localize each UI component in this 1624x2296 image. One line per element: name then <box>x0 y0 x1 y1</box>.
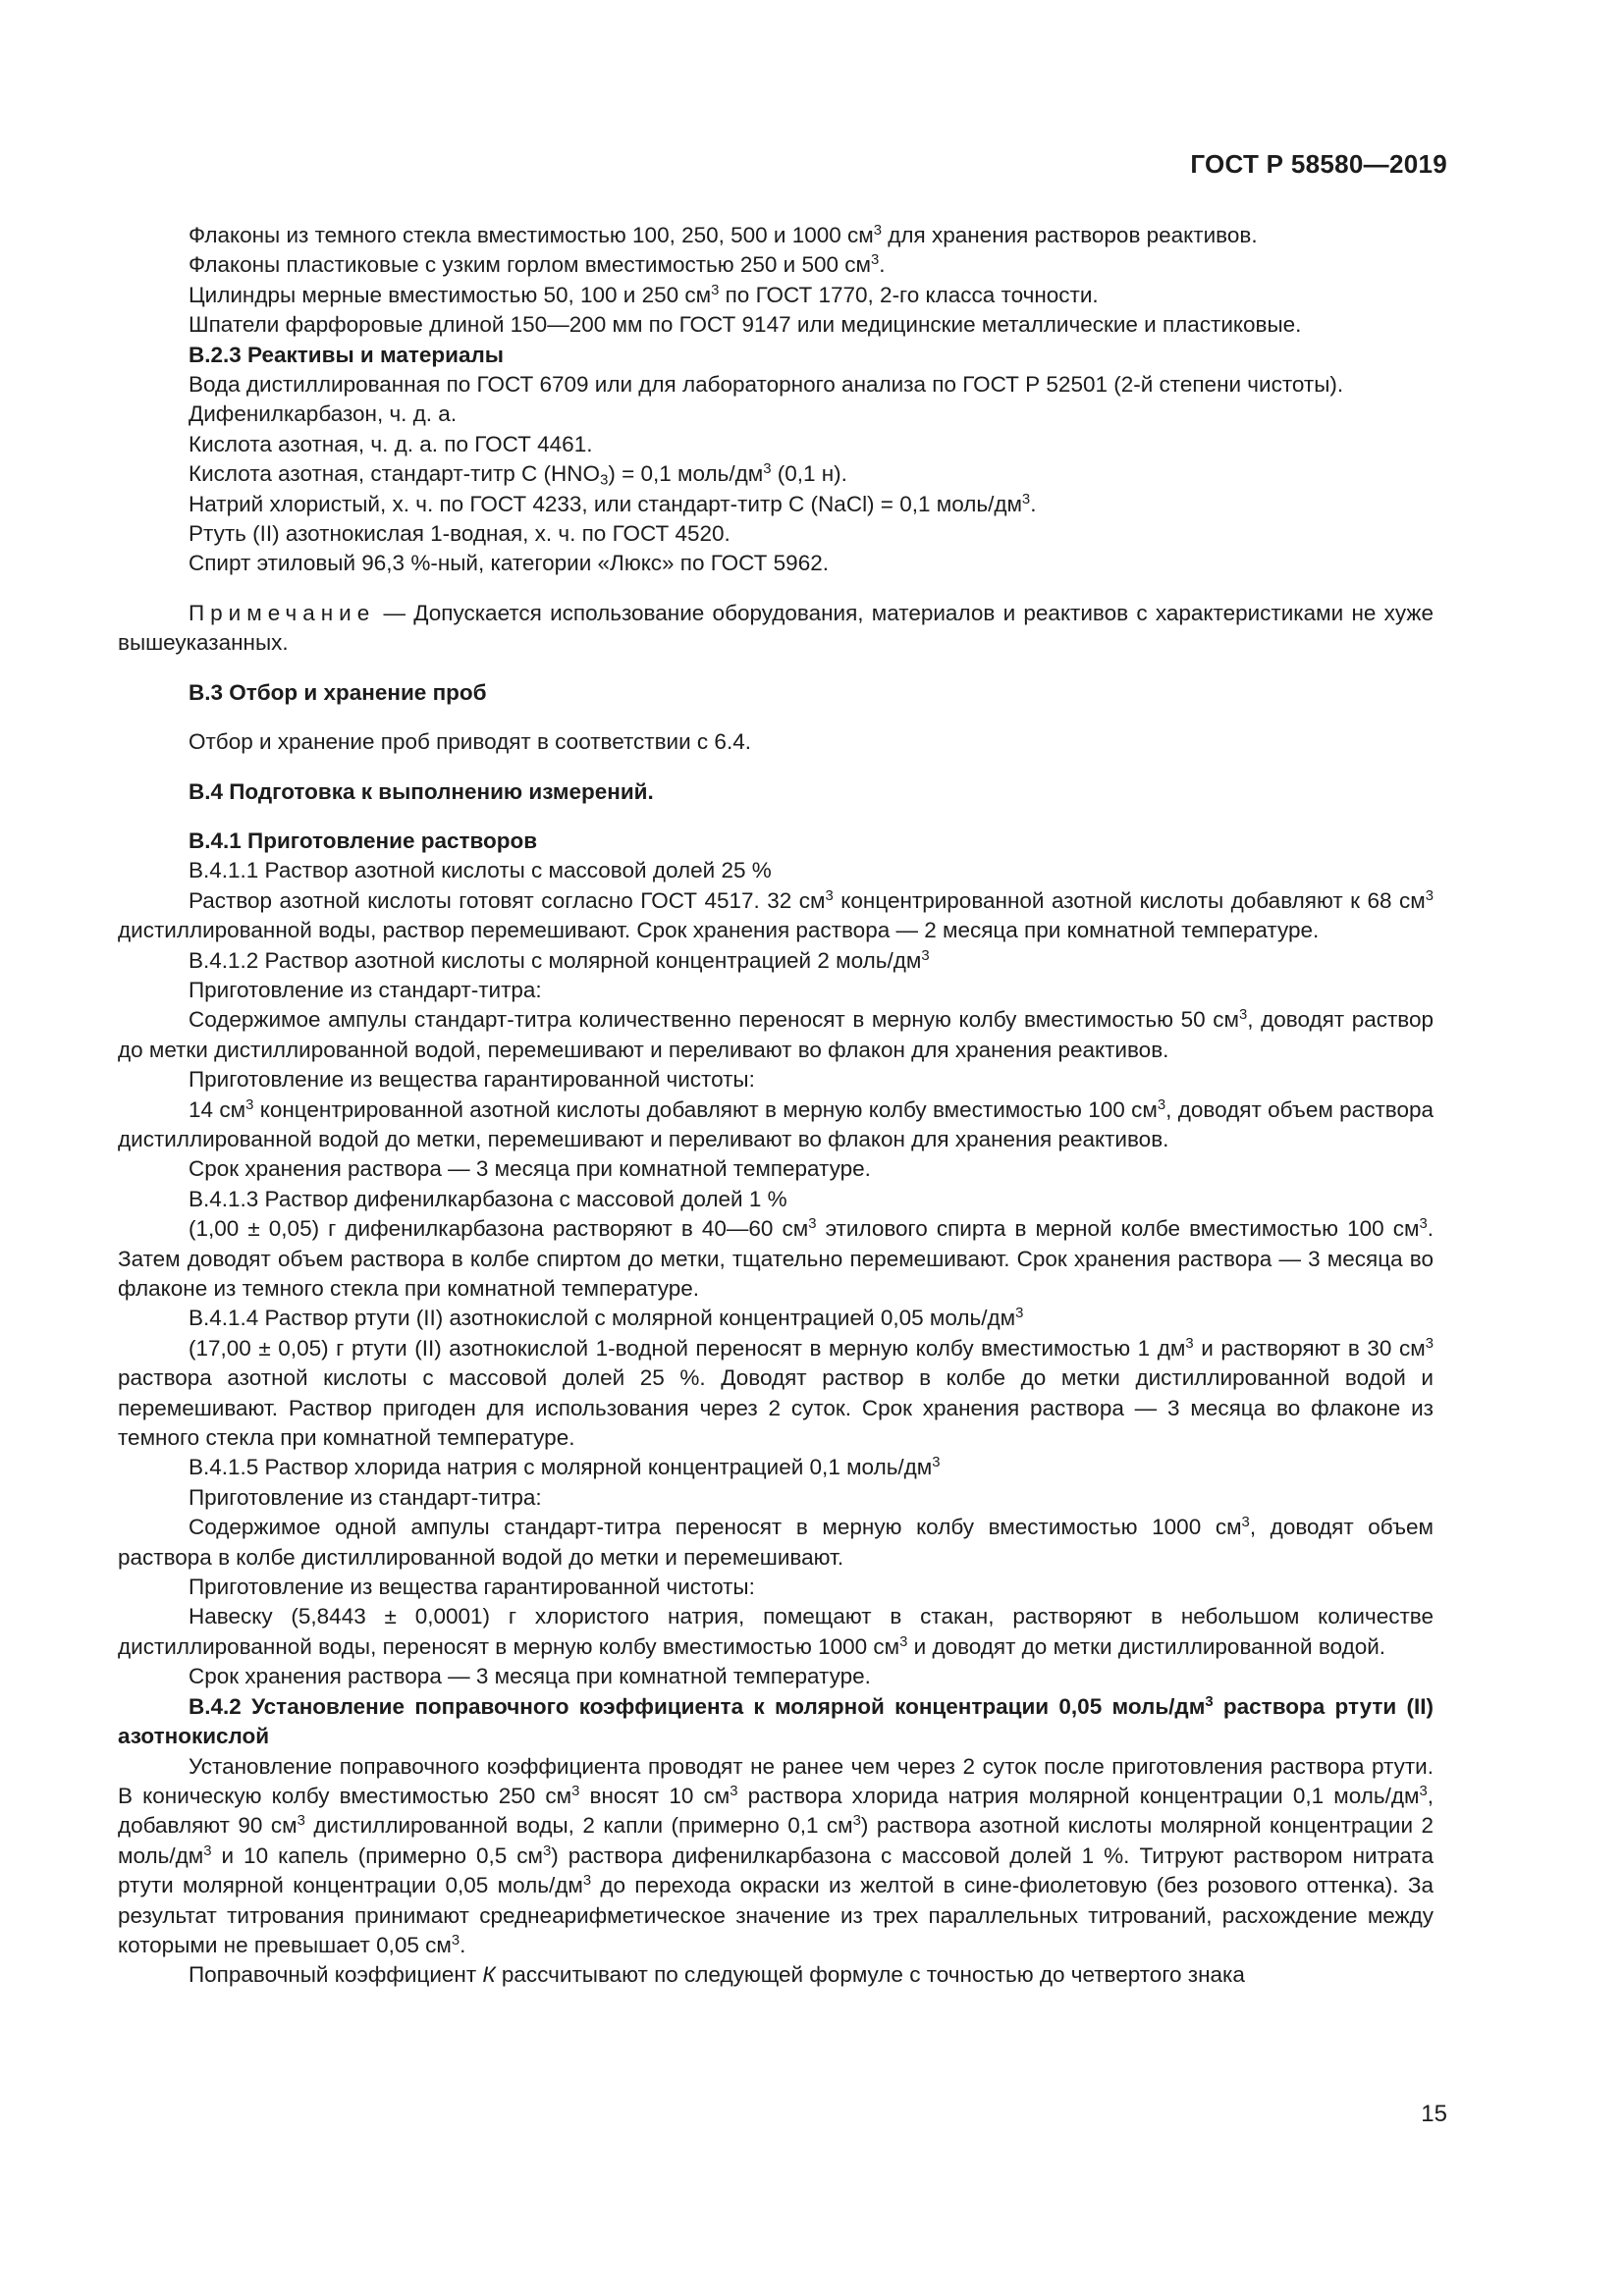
subsection-title: В.4.1.4 Раствор ртути (II) азотнокислой с молярной концентрацией 0,05 моль/$дм^3$ <box>189 1306 1024 1331</box>
section-heading-b4: В.4 Подготовка к выполнению измерений. <box>189 778 654 804</box>
note-label: Примечание <box>189 600 376 625</box>
paragraph: Срок хранения раствора — 3 месяца при комнатной температуре. <box>189 1156 871 1182</box>
subsection-title: В.4.1.2 Раствор азотной кислоты с молярной концентрацией 2 моль/$дм^3$ <box>189 947 930 973</box>
reagent-item: Дифенилкарбазон, ч. д. а. <box>189 401 458 427</box>
paragraph: Содержимое одной ампулы стандарт-титра переносят в мерную колбу вместимостью 1000 $см^3$, доводят объем раствора в колбе дистиллированной водой до метки и перемешивают. <box>118 1515 1434 1570</box>
note-paragraph: Примечание — Допускается использование оборудования, материалов и реактивов с характеристиками не хуже вышеуказанных. <box>118 600 1434 656</box>
subsection-title: В.4.1.5 Раствор хлорида натрия с молярной концентрацией 0,1 моль/$дм^3$ <box>189 1455 941 1480</box>
paragraph: Приготовление из стандарт-титра: <box>189 1484 542 1510</box>
reagent-item: Спирт этиловый 96,3 %-ный, категории «Люкс» по ГОСТ 5962. <box>189 551 829 576</box>
subsection-title: В.4.1.3 Раствор дифенилкарбазона с массовой долей 1 % <box>189 1186 787 1211</box>
reagent-item: Натрий хлористый, х. ч. по ГОСТ 4233, или стандарт-титр С (NaCl) = 0,1 моль/$дм^3$. <box>189 491 1037 516</box>
section-heading-b41: В.4.1 Приготовление растворов <box>189 828 538 853</box>
page-number: 15 <box>1421 2101 1447 2127</box>
variable-k: К <box>482 1962 496 1988</box>
paragraph: (1,00 ± 0,05) г дифенилкарбазона растворяют в 40—60 $см^3$ этилового спирта в мерной колбе вместимостью 100 $см^3$. Затем доводят объем раствора в колбе спиртом до метки, тщательно перемешивают. Срок хранения раствора — 3 месяца во флаконе из темного стекла при комнатной температуре. <box>118 1216 1434 1301</box>
equipment-item: Цилиндры мерные вместимостью 50, 100 и 250 $см^3$ по ГОСТ 1770, 2-го класса точности. <box>189 282 1099 307</box>
paragraph: Навеску (5,8443 ± 0,0001) г хлористого натрия, помещают в стакан, растворяют в небольшом количестве дистиллированной воды, переносят в мерную колбу вместимостью 1000 $см^3$ и доводят до метки дистиллированной водой. <box>118 1604 1434 1659</box>
section-heading-b42: В.4.2 Установление поправочного коэффициента к молярной концентрации 0,05 моль/$дм^3$ раствора ртути (II) азотнокислой <box>118 1693 1434 1749</box>
reagent-item: Кислота азотная, ч. д. а. по ГОСТ 4461. <box>189 431 593 456</box>
equipment-item: Шпатели фарфоровые длиной 150—200 мм по ГОСТ 9147 или медицинские металлические и пластиковые. <box>189 312 1302 338</box>
section-heading-b23: В.2.3 Реактивы и материалы <box>189 342 504 367</box>
paragraph: Поправочный коэффициент К рассчитывают по следующей формуле с точностью до четвертого знака <box>189 1962 1245 1988</box>
section-heading-b3: В.3 Отбор и хранение проб <box>189 679 487 705</box>
equipment-item: Флаконы пластиковые с узким горлом вместимостью 250 и 500 $см^3$. <box>189 252 886 278</box>
paragraph: 14 $см^3$ концентрированной азотной кислоты добавляют в мерную колбу вместимостью 100 $см^3$, доводят объем раствора дистиллированной водой до метки, перемешивают и переливают во флакон для хранения реактивов. <box>118 1096 1434 1151</box>
b3-text: Отбор и хранение проб приводят в соответствии с 6.4. <box>189 729 751 755</box>
reagent-item: Кислота азотная, стандарт-титр С $(HNO_3) = 0,1$ моль/$дм^3$ (0,1 н). <box>189 461 847 489</box>
paragraph: Содержимое ампулы стандарт-титра количественно переносят в мерную колбу вместимостью 50 $см^3$, доводят раствор до метки дистиллированной водой, перемешивают и переливают во флакон для хранения реактивов. <box>118 1007 1435 1062</box>
subsection-title: В.4.1.1 Раствор азотной кислоты с массовой долей 25 % <box>189 858 772 883</box>
equipment-item: Флаконы из темного стекла вместимостью 100, 250, 500 и 1000 $см^3$ для хранения растворов реактивов. <box>189 222 1258 247</box>
paragraph: Раствор азотной кислоты готовят согласно ГОСТ 4517. 32 $см^3$ концентрированной азотной кислоты добавляют к 68 $см^3$ дистиллированной воды, раствор перемешивают. Срок хранения раствора — 2 месяца при комнатной температуре. <box>118 887 1434 943</box>
paragraph: Срок хранения раствора — 3 месяца при комнатной температуре. <box>189 1664 871 1689</box>
paragraph: Приготовление из вещества гарантированной чистоты: <box>189 1575 755 1600</box>
paragraph: Установление поправочного коэффициента проводят не ранее чем через 2 суток после приготовления раствора ртути. В коническую колбу вместимостью 250 $см^3$ вносят 10 $см^3$ раствора хлорида натрия молярной концентрации 0,1 моль/$дм^3$, добавляют 90 $см^3$ дистиллированной воды, 2 капли (примерно 0,1 $см^3$) раствора азотной кислоты молярной концентрации 2 моль/$дм^3$ и 10 капель (примерно 0,5 $см^3$) раствора дифенилкарбазона с массовой долей 1 %. Титруют раствором нитрата ртути молярной концентрации 0,05 моль/$дм^3$ до перехода окраски из желтой в сине-фиолетовую (без розового оттенка). За результат титрования принимают среднеарифметическое значение из трех параллельных титрований, расхождение между которыми не превышает 0,05 $см^3$. <box>118 1753 1434 1957</box>
document-header: ГОСТ Р 58580—2019 <box>1190 149 1447 179</box>
reagent-item: Ртуть (II) азотнокислая 1-водная, х. ч. по ГОСТ 4520. <box>189 521 731 547</box>
document-body <box>118 221 1434 1991</box>
reagent-item: Вода дистиллированная по ГОСТ 6709 или для лабораторного анализа по ГОСТ Р 52501 (2-й степени чистоты). <box>189 372 1344 398</box>
paragraph: Приготовление из вещества гарантированной чистоты: <box>189 1067 755 1093</box>
paragraph: Приготовление из стандарт-титра: <box>189 977 542 1002</box>
paragraph: (17,00 ± 0,05) г ртути (II) азотнокислой 1-водной переносят в мерную колбу вместимостью 1 $дм^3$ и растворяют в 30 $см^3$ раствора азотной кислоты с массовой долей 25 %. Доводят раствор в колбе до метки дистиллированной водой и перемешивают. Раствор пригоден для использования через 2 суток. Срок хранения раствора — 3 месяца во флаконе из темного стекла при комнатной температуре. <box>118 1335 1435 1451</box>
